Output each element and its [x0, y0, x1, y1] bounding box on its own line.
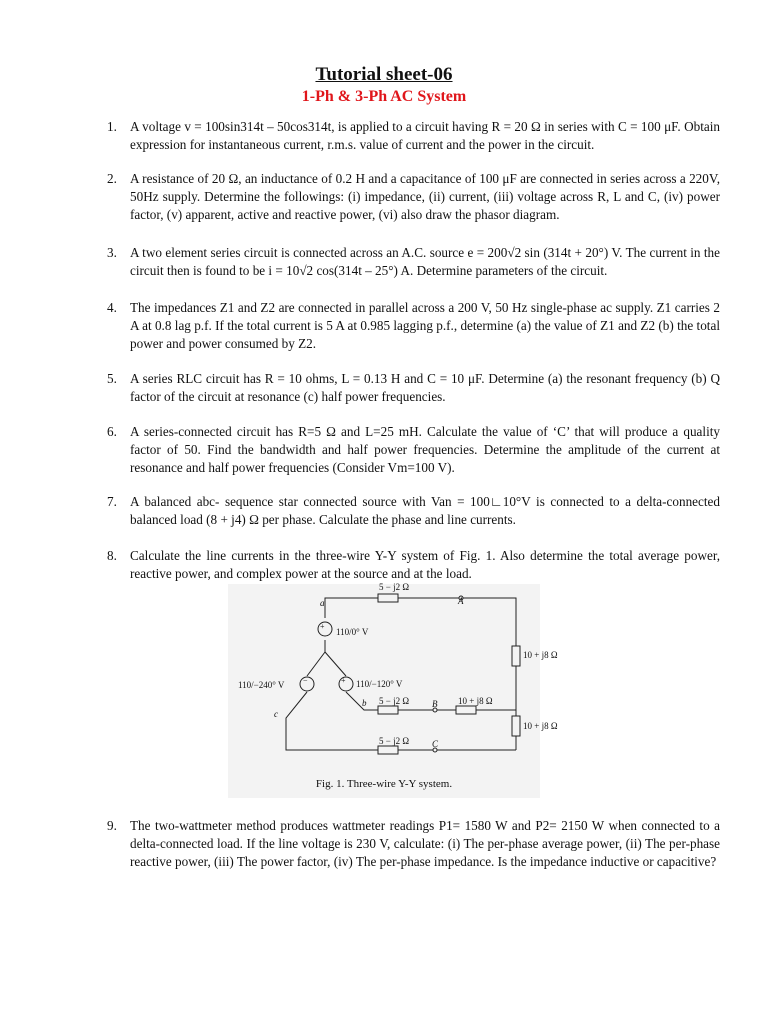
node-label-b: b	[362, 698, 367, 708]
line-impedance-c-label: 5 − j2 Ω	[379, 736, 410, 746]
page-title: Tutorial sheet-06	[315, 64, 453, 85]
line-impedance-a-label: 5 − j2 Ω	[379, 582, 410, 592]
load-impedance-ab-label: 10 + j8 Ω	[523, 650, 558, 660]
question-text: A balanced abc- sequence star connected source with Van = 100∟10°V is connected to a delta-connected balanced load (8 + j4) Ω per phase. Calculate the phase and line currents.	[130, 494, 720, 527]
load-impedance-ab	[512, 646, 520, 666]
yy-circuit-diagram	[228, 584, 540, 798]
node-label-B: B	[432, 699, 438, 709]
source-a-label: 110/0° V	[336, 627, 369, 637]
question-text: A series-connected circuit has R=5 Ω and L=25 mH. Calculate the value of ‘C’ that will produce a quality factor of 50. Find the bandwidth and half power frequencies. Determine the amplitude of the current at resonance and half power frequencies (Consider Vm=100 V).	[130, 424, 720, 475]
question-text: A voltage v = 100sin314t – 50cos314t, is applied to a circuit having R = 20 Ω in series with C = 100 μF. Obtain expression for instantaneous current, r.m.s. value of current and the power in the circuit.	[130, 119, 720, 152]
question-text: A two element series circuit is connected across an A.C. source e = 200√2 sin (314t + 20°) V. The current in the circuit then is found to be i = 10√2 cos(314t – 25°) A. Determine parameters of the circuit.	[130, 245, 720, 278]
source-b-label: 110/−120° V	[356, 679, 403, 689]
question-number: 3.	[107, 245, 117, 260]
question-number: 8.	[107, 548, 117, 563]
plus-sign-b: +	[341, 676, 346, 685]
question-number: 9.	[107, 818, 117, 833]
question-number: 7.	[107, 494, 117, 509]
line-impedance-b	[378, 706, 398, 714]
wire-neutral-b	[325, 652, 346, 676]
wire-a	[325, 598, 378, 618]
page-subtitle: 1-Ph & 3-Ph AC System	[301, 88, 467, 105]
source-c-label: 110/−240° V	[238, 680, 285, 690]
load-impedance-b-label: 10 + j8 Ω	[458, 696, 493, 706]
node-label-C: C	[432, 739, 439, 749]
question-text: The two-wattmeter method produces wattmeter readings P1= 1580 W and P2= 2150 W when connected to a delta-connected load. If the line voltage is 230 V, calculate: (i) The per-phase average power, (ii) The per-phase reactive power, (iii) The power factor, (iv) The per-phase impedance. Is the impedance inductive or capacitive?	[130, 818, 720, 869]
load-impedance-b	[456, 706, 476, 714]
node-label-c: c	[274, 709, 278, 719]
load-impedance-c	[512, 716, 520, 736]
node-label-A: A	[458, 596, 464, 606]
wire-aA	[398, 598, 516, 646]
question-number: 4.	[107, 300, 117, 315]
question-text: A series RLC circuit has R = 10 ohms, L = 0.13 H and C = 10 μF. Determine (a) the resonant frequency (b) Q factor of the circuit at resonance (c) half power frequencies.	[130, 371, 720, 404]
line-impedance-c	[378, 746, 398, 754]
load-impedance-c-label: 10 + j8 Ω	[523, 721, 558, 731]
question-number: 1.	[107, 119, 117, 134]
question-text: Calculate the line currents in the three-wire Y-Y system of Fig. 1. Also determine the total average power, reactive power, and complex power at the source and at the load.	[130, 548, 720, 581]
question-text: The impedances Z1 and Z2 are connected in parallel across a 200 V, 50 Hz single-phase ac supply. Z1 carries 2 A at 0.8 lag p.f. If the total current is 5 A at 0.985 lagging p.f., determine (a) the value of Z1 and Z2 (b) the total power and power consumed by Z2.	[130, 300, 720, 351]
wire-neutral-c	[307, 652, 325, 676]
figure-caption: Fig. 1. Three-wire Y-Y system.	[315, 778, 453, 790]
question-text: A resistance of 20 Ω, an inductance of 0.2 H and a capacitance of 100 μF are connected in series across a 220V, 50Hz supply. Determine the followings: (i) impedance, (ii) current, (iii) voltage across R, L and C, (iv) power factor, (v) apparent, active and reactive power, (vi) also draw the phasor diagram.	[130, 171, 720, 222]
line-impedance-a	[378, 594, 398, 602]
question-number: 5.	[107, 371, 117, 386]
node-label-a: a	[320, 598, 325, 608]
question-number: 2.	[107, 171, 117, 186]
wire-B-load	[476, 710, 516, 716]
circuit-figure	[228, 582, 558, 798]
question-number: 6.	[107, 424, 117, 439]
plus-sign-a: +	[320, 622, 325, 631]
line-impedance-b-label: 5 − j2 Ω	[379, 696, 410, 706]
minus-sign-c: −	[303, 676, 308, 685]
